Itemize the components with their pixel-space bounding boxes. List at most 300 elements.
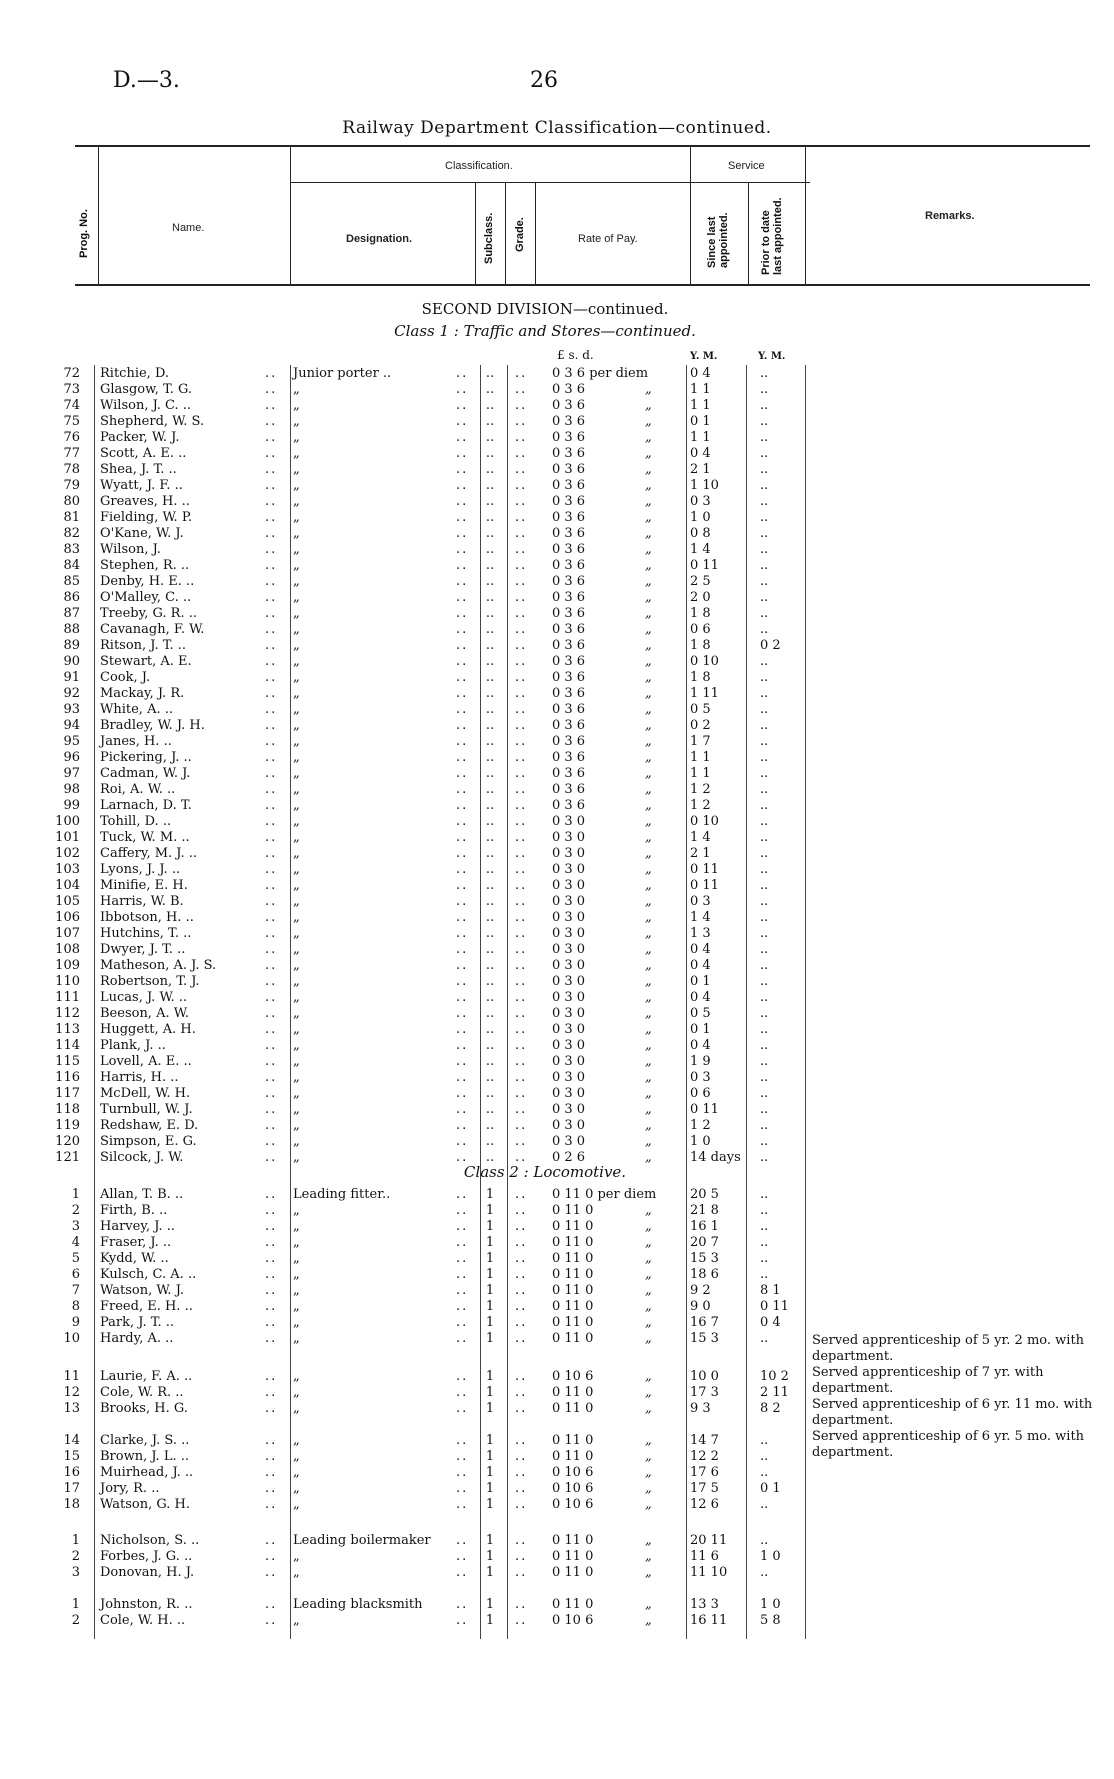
designation: „	[293, 942, 300, 957]
table-row	[0, 798, 1114, 814]
rate-of-pay: 0 3 6	[552, 510, 586, 525]
grade: ..	[515, 830, 528, 845]
ditto-mark: „	[645, 1465, 652, 1480]
class-2-heading: Class 2 : Locomotive.	[463, 1163, 627, 1181]
service-since: 1 1	[690, 398, 711, 413]
grade: ..	[515, 862, 528, 877]
service-prior: ..	[760, 686, 769, 701]
prog-no: 99	[63, 798, 80, 813]
leader-dots: ..	[456, 526, 469, 541]
grade: ..	[515, 462, 528, 477]
service-prior: ..	[760, 1251, 769, 1266]
table-row	[0, 718, 1114, 734]
leader-dots: ..	[456, 718, 469, 733]
table-row	[0, 894, 1114, 910]
prog-no: 110	[55, 974, 80, 989]
ditto-mark: „	[645, 398, 652, 413]
leader-dots: ..	[456, 558, 469, 573]
table-row	[0, 910, 1114, 926]
subclass: ..	[485, 670, 495, 685]
subclass: ..	[485, 1038, 495, 1053]
service-since: 1 0	[690, 1134, 711, 1149]
leader-dots: ..	[456, 1022, 469, 1037]
leader-dots: ..	[456, 414, 469, 429]
rate-of-pay: 0 11 0	[552, 1597, 594, 1612]
leader-dots: ..	[456, 1597, 469, 1612]
employee-name: Caffery, M. J. ..	[100, 846, 198, 861]
rate-of-pay: 0 11 0	[552, 1251, 594, 1266]
table-row	[0, 1134, 1114, 1150]
rate-of-pay: 0 3 6	[552, 638, 586, 653]
employee-name: Fraser, J. ..	[100, 1235, 172, 1250]
grade: ..	[515, 558, 528, 573]
employee-name: Cavanagh, F. W.	[100, 622, 205, 637]
subclass: 1	[485, 1235, 495, 1250]
prog-no: 93	[63, 702, 80, 717]
leader-dots: ..	[265, 1219, 278, 1234]
prog-no: 3	[71, 1565, 80, 1580]
leader-dots: ..	[456, 1449, 469, 1464]
designation: „	[293, 1070, 300, 1085]
rate-of-pay: 0 3 6	[552, 622, 586, 637]
prog-no: 101	[55, 830, 80, 845]
prog-no: 77	[63, 446, 80, 461]
leader-dots: ..	[265, 590, 278, 605]
rate-of-pay: 0 3 6	[552, 590, 586, 605]
rate-of-pay: 0 11 0	[552, 1219, 594, 1234]
designation: „	[293, 1565, 300, 1580]
table-row	[0, 942, 1114, 958]
service-prior: ..	[760, 702, 769, 717]
ditto-mark: „	[645, 1283, 652, 1298]
employee-name: Johnston, R. ..	[100, 1597, 193, 1612]
ditto-mark: „	[645, 1369, 652, 1384]
leader-dots: ..	[265, 798, 278, 813]
col-prior: Prior to date last appointed.	[760, 197, 785, 275]
employee-name: McDell, W. H.	[100, 1086, 191, 1101]
designation: „	[293, 478, 300, 493]
grade: ..	[515, 510, 528, 525]
designation: „	[293, 798, 300, 813]
ditto-mark: „	[645, 494, 652, 509]
service-prior: ..	[760, 1219, 769, 1234]
grade: ..	[515, 894, 528, 909]
employee-name: O'Malley, C. ..	[100, 590, 192, 605]
ditto-mark: „	[645, 1267, 652, 1282]
service-prior: ..	[760, 1070, 769, 1085]
employee-name: Beeson, A. W.	[100, 1006, 189, 1021]
grade: ..	[515, 1054, 528, 1069]
rate-of-pay: 0 11 0	[552, 1565, 594, 1580]
designation: „	[293, 910, 300, 925]
leader-dots: ..	[265, 1613, 278, 1628]
ditto-mark: „	[645, 686, 652, 701]
rate-of-pay: 0 3 0	[552, 1054, 586, 1069]
table-row	[0, 734, 1114, 750]
leader-dots: ..	[456, 894, 469, 909]
table-row	[0, 1022, 1114, 1038]
table-row	[0, 1497, 1114, 1513]
subclass: ..	[485, 894, 495, 909]
prog-no: 4	[71, 1235, 80, 1250]
grade: ..	[515, 750, 528, 765]
leader-dots: ..	[265, 462, 278, 477]
service-prior: ..	[760, 1054, 769, 1069]
leader-dots: ..	[456, 1267, 469, 1282]
service-prior: 1 0	[760, 1597, 781, 1612]
prog-no: 9	[71, 1315, 80, 1330]
prog-no: 17	[63, 1481, 80, 1496]
ditto-mark: „	[645, 558, 652, 573]
employee-name: Roi, A. W. ..	[100, 782, 176, 797]
employee-name: Kulsch, C. A. ..	[100, 1267, 197, 1282]
leader-dots: ..	[265, 942, 278, 957]
grade: ..	[515, 398, 528, 413]
ditto-mark: „	[645, 1150, 652, 1165]
employee-name: Harris, W. B.	[100, 894, 184, 909]
table-row	[0, 1533, 1114, 1549]
service-prior: ..	[760, 1465, 769, 1480]
col-grade: Grade.	[514, 217, 526, 252]
grade: ..	[515, 574, 528, 589]
grade: ..	[515, 638, 528, 653]
ditto-mark: „	[645, 542, 652, 557]
leader-dots: ..	[456, 574, 469, 589]
subclass: ..	[485, 622, 495, 637]
leader-dots: ..	[265, 1235, 278, 1250]
service-since: 10 0	[690, 1369, 719, 1384]
grade: ..	[515, 1315, 528, 1330]
table-row	[0, 990, 1114, 1006]
leader-dots: ..	[265, 1565, 278, 1580]
ditto-mark: „	[645, 606, 652, 621]
service-prior: ..	[760, 766, 769, 781]
service-since: 14 days	[690, 1150, 741, 1165]
designation: „	[293, 1331, 300, 1346]
grade: ..	[515, 1497, 528, 1512]
service-since: 9 3	[690, 1401, 711, 1416]
ditto-mark: „	[645, 1038, 652, 1053]
grade: ..	[515, 414, 528, 429]
employee-name: Tohill, D. ..	[100, 814, 172, 829]
ditto-mark: „	[645, 862, 652, 877]
service-prior: ..	[760, 622, 769, 637]
designation: „	[293, 1549, 300, 1564]
grade: ..	[515, 990, 528, 1005]
leader-dots: ..	[456, 1497, 469, 1512]
service-prior: ..	[760, 398, 769, 413]
service-since: 0 11	[690, 878, 719, 893]
prog-no: 121	[55, 1150, 80, 1165]
grade: ..	[515, 1070, 528, 1085]
prog-no: 116	[55, 1070, 80, 1085]
grade: ..	[515, 1022, 528, 1037]
table-row	[0, 878, 1114, 894]
prog-no: 75	[63, 414, 80, 429]
designation: „	[293, 622, 300, 637]
grade: ..	[515, 1086, 528, 1101]
designation: „	[293, 1203, 300, 1218]
employee-name: Watson, G. H.	[100, 1497, 190, 1512]
service-since: 0 8	[690, 526, 711, 541]
ditto-mark: „	[645, 1251, 652, 1266]
service-prior: ..	[760, 798, 769, 813]
prog-no: 88	[63, 622, 80, 637]
rate-of-pay: 0 3 0	[552, 1118, 586, 1133]
leader-dots: ..	[456, 590, 469, 605]
leader-dots: ..	[456, 782, 469, 797]
prog-no: 113	[55, 1022, 80, 1037]
grade: ..	[515, 1613, 528, 1628]
service-prior: ..	[760, 670, 769, 685]
prog-no: 103	[55, 862, 80, 877]
subclass: ..	[485, 718, 495, 733]
prog-no: 111	[55, 990, 80, 1005]
class-1-heading: Class 1 : Traffic and Stores—continued.	[394, 322, 696, 340]
leader-dots: ..	[265, 1481, 278, 1496]
table-row	[0, 590, 1114, 606]
service-prior: ..	[760, 830, 769, 845]
employee-name: Fielding, W. P.	[100, 510, 193, 525]
designation: „	[293, 1385, 300, 1400]
prog-no: 3	[71, 1219, 80, 1234]
grade: ..	[515, 1102, 528, 1117]
rate-of-pay: 0 3 6	[552, 558, 586, 573]
leader-dots: ..	[265, 558, 278, 573]
subclass: 1	[485, 1481, 495, 1496]
service-prior: ..	[760, 814, 769, 829]
leader-dots: ..	[456, 1203, 469, 1218]
designation: „	[293, 1283, 300, 1298]
rate-of-pay: 0 10 6	[552, 1497, 594, 1512]
table-row	[0, 1283, 1114, 1299]
prog-no: 91	[63, 670, 80, 685]
grade: ..	[515, 1299, 528, 1314]
service-since: 0 11	[690, 558, 719, 573]
subclass: ..	[485, 606, 495, 621]
prog-no: 10	[63, 1331, 80, 1346]
division-heading: SECOND DIVISION—continued.	[421, 300, 669, 318]
table-row	[0, 1102, 1114, 1118]
service-since: 0 5	[690, 702, 711, 717]
subclass: 1	[485, 1187, 495, 1202]
subclass: ..	[485, 398, 495, 413]
designation: „	[293, 1038, 300, 1053]
service-since: 11 6	[690, 1549, 719, 1564]
subclass: ..	[485, 990, 495, 1005]
leader-dots: ..	[456, 862, 469, 877]
rate-of-pay: 0 3 0	[552, 1006, 586, 1021]
rate-of-pay: 0 3 6	[552, 702, 586, 717]
leader-dots: ..	[265, 1497, 278, 1512]
table-row	[0, 1315, 1114, 1331]
service-prior: ..	[760, 590, 769, 605]
service-prior: ..	[760, 1022, 769, 1037]
employee-name: Silcock, J. W.	[100, 1150, 184, 1165]
leader-dots: ..	[456, 398, 469, 413]
service-prior: ..	[760, 1433, 769, 1448]
ditto-mark: „	[645, 622, 652, 637]
leader-dots: ..	[265, 510, 278, 525]
subclass: ..	[485, 686, 495, 701]
employee-name: Robertson, T. J.	[100, 974, 200, 989]
employee-name: Jory, R. ..	[100, 1481, 160, 1496]
leader-dots: ..	[265, 606, 278, 621]
ditto-mark: „	[645, 734, 652, 749]
service-since: 0 6	[690, 622, 711, 637]
leader-dots: ..	[456, 1118, 469, 1133]
service-prior: ..	[760, 1187, 769, 1202]
leader-dots: ..	[456, 734, 469, 749]
remark-4: Served apprenticeship of 6 yr. 5 mo. with department.	[812, 1429, 1085, 1460]
designation: „	[293, 1497, 300, 1512]
ditto-mark: „	[645, 878, 652, 893]
ditto-mark: „	[645, 526, 652, 541]
service-since: 0 3	[690, 1070, 711, 1085]
ditto-mark: „	[645, 1102, 652, 1117]
leader-dots: ..	[456, 1433, 469, 1448]
service-prior: ..	[760, 574, 769, 589]
service-since: 1 4	[690, 830, 711, 845]
service-prior: ..	[760, 782, 769, 797]
subclass: 1	[485, 1267, 495, 1282]
service-prior: ..	[760, 1203, 769, 1218]
service-prior: ..	[760, 366, 769, 381]
leader-dots: ..	[456, 1331, 469, 1346]
employee-name: Bradley, W. J. H.	[100, 718, 205, 733]
service-since: 14 7	[690, 1433, 719, 1448]
designation: „	[293, 430, 300, 445]
service-prior: ..	[760, 990, 769, 1005]
subclass: ..	[485, 526, 495, 541]
leader-dots: ..	[265, 430, 278, 445]
leader-dots: ..	[265, 1465, 278, 1480]
service-since: 16 1	[690, 1219, 719, 1234]
col-subclass: Subclass.	[483, 212, 495, 264]
designation: „	[293, 862, 300, 877]
service-since: 18 6	[690, 1267, 719, 1282]
designation: „	[293, 606, 300, 621]
leader-dots: ..	[456, 494, 469, 509]
prog-no: 2	[71, 1203, 80, 1218]
service-since: 0 10	[690, 814, 719, 829]
grade: ..	[515, 1549, 528, 1564]
remark-2: Served apprenticeship of 7 yr. with department.	[812, 1365, 1044, 1396]
leader-dots: ..	[265, 1187, 278, 1202]
designation: „	[293, 670, 300, 685]
table-row	[0, 686, 1114, 702]
table-row	[0, 1267, 1114, 1283]
service-since: 13 3	[690, 1597, 719, 1612]
grade: ..	[515, 910, 528, 925]
table-row	[0, 782, 1114, 798]
rate-of-pay: 0 3 0	[552, 1070, 586, 1085]
leader-dots: ..	[265, 830, 278, 845]
designation: „	[293, 462, 300, 477]
service-prior: ..	[760, 430, 769, 445]
table-row	[0, 1219, 1114, 1235]
employee-name: Glasgow, T. G.	[100, 382, 193, 397]
rate-of-pay: 0 3 6	[552, 654, 586, 669]
service-prior: ..	[760, 1038, 769, 1053]
leader-dots: ..	[265, 574, 278, 589]
subclass: ..	[485, 750, 495, 765]
grade: ..	[515, 1219, 528, 1234]
employee-name: Huggett, A. H.	[100, 1022, 196, 1037]
grade: ..	[515, 1331, 528, 1346]
leader-dots: ..	[265, 526, 278, 541]
table-row	[0, 558, 1114, 574]
service-prior: ..	[760, 910, 769, 925]
rate-of-pay: 0 3 6	[552, 606, 586, 621]
leader-dots: ..	[456, 686, 469, 701]
subclass: 1	[485, 1283, 495, 1298]
prog-no: 18	[63, 1497, 80, 1512]
table-row	[0, 1549, 1114, 1565]
service-since: 1 10	[690, 478, 719, 493]
prog-no: 94	[63, 718, 80, 733]
subclass: ..	[485, 734, 495, 749]
service-prior: ..	[760, 1449, 769, 1464]
service-since: 0 1	[690, 1022, 711, 1037]
service-prior: ..	[760, 510, 769, 525]
service-since: 0 4	[690, 958, 711, 973]
employee-name: Pickering, J. ..	[100, 750, 192, 765]
employee-name: Stephen, R. ..	[100, 558, 190, 573]
leader-dots: ..	[456, 638, 469, 653]
leader-dots: ..	[456, 1086, 469, 1101]
subclass: 1	[485, 1565, 495, 1580]
designation: „	[293, 686, 300, 701]
designation: „	[293, 1118, 300, 1133]
designation: „	[293, 1315, 300, 1330]
designation: „	[293, 1433, 300, 1448]
prog-no: 84	[63, 558, 80, 573]
subclass: ..	[485, 1134, 495, 1149]
service-since: 16 11	[690, 1613, 728, 1628]
grade: ..	[515, 1283, 528, 1298]
service-prior: ..	[760, 1118, 769, 1133]
service-prior: 10 2	[760, 1369, 789, 1384]
subclass: 1	[485, 1331, 495, 1346]
rate-of-pay: 0 11 0	[552, 1331, 594, 1346]
table-row	[0, 670, 1114, 686]
subclass: ..	[485, 1150, 495, 1165]
rate-of-pay: 0 3 6	[552, 542, 586, 557]
rate-of-pay: 0 11 0	[552, 1267, 594, 1282]
designation: „	[293, 958, 300, 973]
employee-name: Clarke, J. S. ..	[100, 1433, 190, 1448]
prog-no: 120	[55, 1134, 80, 1149]
grade: ..	[515, 1134, 528, 1149]
ditto-mark: „	[645, 1385, 652, 1400]
table-row	[0, 958, 1114, 974]
employee-name: Greaves, H. ..	[100, 494, 190, 509]
leader-dots: ..	[456, 958, 469, 973]
leader-dots: ..	[265, 750, 278, 765]
leader-dots: ..	[265, 1022, 278, 1037]
ditto-mark: „	[645, 430, 652, 445]
leader-dots: ..	[265, 894, 278, 909]
designation: „	[293, 1401, 300, 1416]
subclass: ..	[485, 494, 495, 509]
rate-of-pay: 0 11 0	[552, 1203, 594, 1218]
ditto-mark: „	[645, 1203, 652, 1218]
grade: ..	[515, 974, 528, 989]
subclass: ..	[485, 430, 495, 445]
rate-of-pay: 0 11 0	[552, 1449, 594, 1464]
employee-name: Simpson, E. G.	[100, 1134, 197, 1149]
